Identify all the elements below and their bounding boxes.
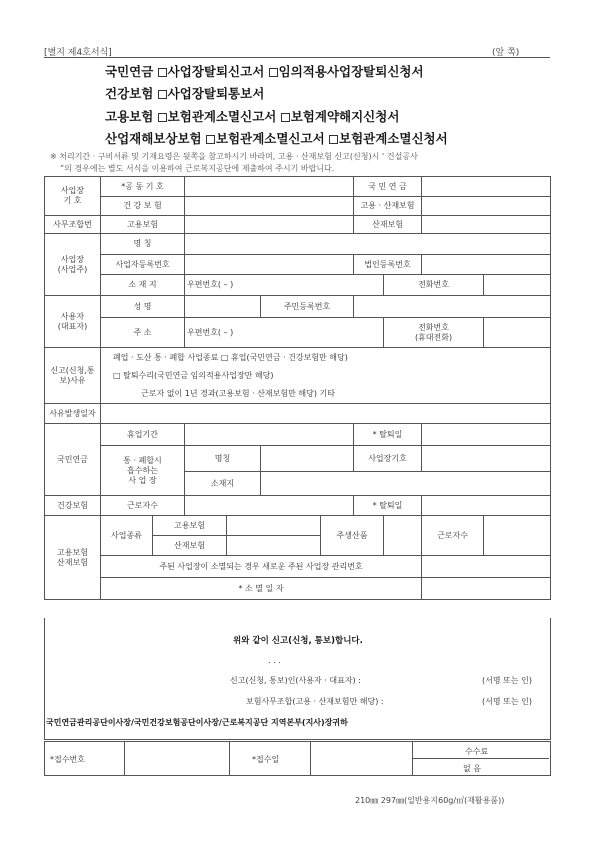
fee-value: 없 음 <box>463 764 481 773</box>
pension-no-field[interactable] <box>185 177 354 197</box>
checkbox-icon[interactable] <box>206 135 215 144</box>
corp-reg-no-field[interactable] <box>422 255 551 275</box>
ei-workers-label: 근로자수 <box>422 516 484 556</box>
declaration-statement: 위와 같이 신고(신청, 통보)합니다. <box>233 636 363 646</box>
receipt-date-label: *접수일 <box>252 755 280 764</box>
np-section-label: 국민연금 <box>45 424 101 496</box>
checkbox-icon[interactable] <box>329 135 338 144</box>
occur-date-field[interactable] <box>101 404 551 424</box>
report-reason-label: 신고(신청,통보)사유 <box>45 348 101 404</box>
phone-label: 전화번호 <box>384 275 484 296</box>
health-label: 건 강 보 험 <box>101 197 185 216</box>
paper-spec: 210㎜ 297㎜(일반용지60g/㎡(재활용품)) <box>355 796 505 805</box>
header-rule <box>44 57 550 58</box>
reason-line-3: 근로자 없이 1년 경과(고용보험 · 산재보험만 해당) 기타 <box>141 388 335 398</box>
receipt-divider <box>310 741 311 775</box>
merge-location-label: 소재지 <box>185 472 261 496</box>
emp-name-field[interactable] <box>185 296 261 318</box>
workplace-owner-label: 사업장 (사업주) <box>45 234 101 296</box>
agent-sign[interactable]: (서명 또는 인) <box>482 697 532 706</box>
merge-label: 통 · 폐합시 흡수하는 사 업 장 <box>101 446 185 496</box>
ii-biz-type-field[interactable] <box>227 536 321 556</box>
location-label: 소 재 지 <box>101 275 185 296</box>
np-withdraw-label: * 탈퇴일 <box>354 424 422 446</box>
pension-field[interactable] <box>422 177 551 197</box>
office-union-label: 사무조합번 <box>45 216 101 234</box>
employ-industrial-label: 고용 · 산재보험 <box>354 197 422 216</box>
suspension-label: 휴업기간 <box>101 424 185 446</box>
biz-reg-no-label: 사업자등록번호 <box>101 255 185 275</box>
workers-field[interactable] <box>185 496 354 516</box>
phone-mobile-label: 전화번호 (휴대전화) <box>384 318 484 348</box>
receipt-no-label: *접수번호 <box>50 755 85 764</box>
merge-name-field[interactable] <box>261 446 354 472</box>
biz-type-label: 사업종류 <box>101 516 153 556</box>
main-product-label: 주생산품 <box>321 516 384 556</box>
reporter-label: 신고(신청, 통보)인(사용자 · 대표자) : <box>230 676 361 685</box>
reason-line-1: 폐업 · 도산 통 · 폐합 사업종료 □ 휴업(국민연금 · 건강보험만 해당) <box>113 352 348 362</box>
ii-sub-label: 산재보험 <box>153 536 227 556</box>
receipt-divider <box>412 758 549 759</box>
notice-line-2: ”의 경우에는 별도 서식을 이용하여 근로복지공단에 제출하여 주시기 바랍니다. <box>60 164 335 173</box>
hi-withdraw-field[interactable] <box>422 496 551 516</box>
checkbox-icon[interactable] <box>158 90 167 99</box>
receipt-divider <box>229 741 230 775</box>
page-side: (앞 쪽) <box>492 48 520 58</box>
industrial-ins-label: 산재보험 <box>354 216 422 234</box>
ei-section-label: 고용보험 산재보험 <box>45 516 101 600</box>
ei-biz-type-field[interactable] <box>227 516 321 536</box>
resident-no-field[interactable] <box>354 296 551 318</box>
agent-label: 보험사무조합(고용 · 산재보험만 해당) : <box>246 697 384 706</box>
reason-options[interactable] <box>101 348 551 404</box>
extinct-date-label: * 소 멸 일 자 <box>101 578 422 600</box>
workplace-symbol2-field[interactable] <box>422 446 551 472</box>
name-label: 명 칭 <box>101 234 185 255</box>
hi-section-label: 건강보험 <box>45 496 101 516</box>
workplace-name-field[interactable] <box>185 234 551 255</box>
employer-label: 사용자 (대표자) <box>45 296 101 348</box>
np-withdraw-field[interactable] <box>422 424 551 446</box>
employ-industrial-field[interactable] <box>422 197 551 216</box>
extinct-date-field[interactable] <box>422 578 551 600</box>
employ-ins-field[interactable] <box>185 216 354 234</box>
checkbox-icon[interactable] <box>158 68 167 77</box>
main-biz-no-field[interactable] <box>422 556 551 578</box>
phone-field[interactable] <box>484 275 551 296</box>
merge-location-field[interactable] <box>261 472 551 496</box>
ei-workers-field[interactable] <box>484 516 551 556</box>
title-line-2: 건강보험 사업장탈퇴통보서 <box>105 86 265 101</box>
workers-label: 근로자수 <box>101 496 185 516</box>
health-field[interactable] <box>185 197 354 216</box>
biz-reg-no-field[interactable] <box>185 255 354 275</box>
emp-name-label: 성 명 <box>101 296 185 318</box>
receipt-divider <box>124 741 125 775</box>
phone-mobile-field[interactable] <box>484 318 551 348</box>
pension-label: 국 민 연 금 <box>354 177 422 197</box>
industrial-ins-field[interactable] <box>422 216 551 234</box>
pension-no-label: *공 동 기 호 <box>101 177 185 197</box>
recipients: 국민연금관리공단이사장/국민건강보험공단이사장/근로복지공단 지역본부(지사)장귀하 <box>46 718 348 727</box>
main-biz-note: 주된 사업장이 소멸되는 경우 새로운 주된 사업장 관리번호 <box>101 556 422 578</box>
ei-sub-label: 고용보험 <box>153 516 227 536</box>
form-number: [별지 제4호서식] <box>44 48 112 58</box>
occur-date-label: 사유발생일자 <box>45 404 101 424</box>
address-postal-field[interactable]: 우편번호( – ) <box>185 318 384 348</box>
reason-line-2: □ 탈퇴수리(국민연금 임의적용사업장만 해당) <box>113 370 274 380</box>
fee-label: 수수료 <box>465 747 489 756</box>
employ-ins-label: 고용보험 <box>101 216 185 234</box>
withdrawal-form <box>44 176 551 600</box>
checkbox-icon[interactable] <box>281 113 290 122</box>
title-line-3: 고용보험 보험관계소멸신고서 보험계약해지신청서 <box>105 109 400 124</box>
reporter-sign[interactable]: (서명 또는 인) <box>482 676 532 685</box>
resident-no-label: 주민등록번호 <box>261 296 354 318</box>
corp-reg-no-label: 법인등록번호 <box>354 255 422 275</box>
title-line-4: 산업재해보상보험 보험관계소멸신고서 보험관계소멸신청서 <box>105 131 448 146</box>
workplace-symbol2-label: 사업장기호 <box>354 446 422 472</box>
merge-name-label: 명칭 <box>185 446 261 472</box>
postal-code-field[interactable]: 우편번호( – ) <box>185 275 384 296</box>
title-line-1: 국민연금 사업장탈퇴신고서 임의적용사업장탈퇴신청서 <box>105 64 424 79</box>
checkbox-icon[interactable] <box>158 113 167 122</box>
declaration-date[interactable]: . . . <box>268 656 281 665</box>
main-product-field[interactable] <box>384 516 422 556</box>
notice-line-1: ※ 처리기간 · 구비서류 및 기재요령은 뒷쪽을 참고하시기 바라며, 고용 · 산재보험 신고(신청)시 ‘ 건설공사 <box>50 152 418 161</box>
workplace-symbol-label: 사업장 기 호 <box>45 177 101 216</box>
suspension-field[interactable] <box>185 424 354 446</box>
checkbox-icon[interactable] <box>269 68 278 77</box>
hi-withdraw-label: * 탈퇴일 <box>354 496 422 516</box>
address-label: 주 소 <box>101 318 185 348</box>
